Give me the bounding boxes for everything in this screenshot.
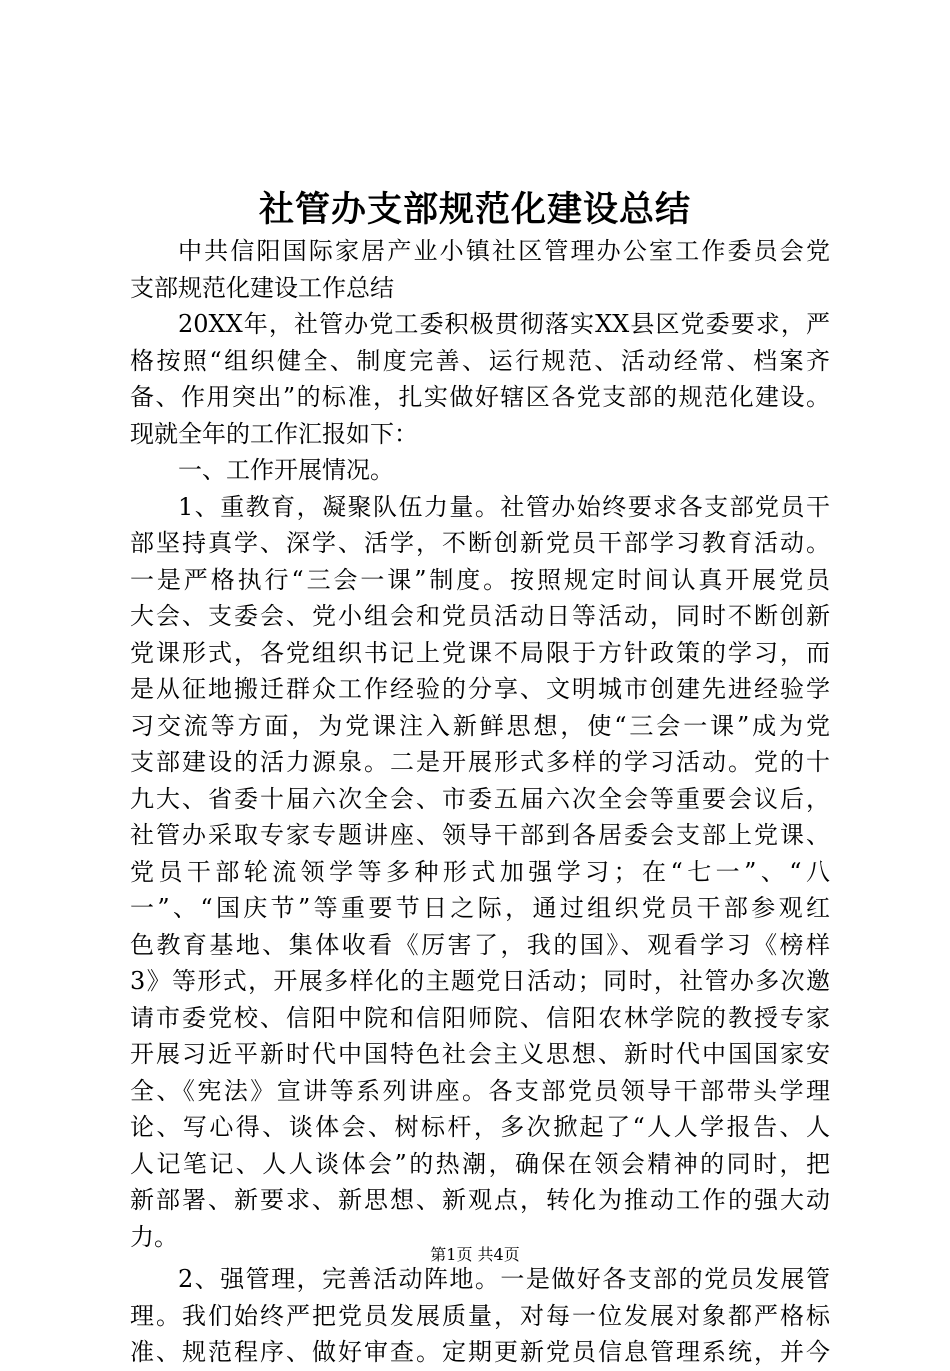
paragraph-line: 社管办采取专家专题讲座、领导干部到各居委会支部上党课、 bbox=[130, 821, 830, 849]
paragraph-line: 论、写心得、谈体会、树标杆，多次掀起了“人人学报告、人 bbox=[130, 1113, 830, 1141]
document-title: 社管办支部规范化建设总结 bbox=[258, 189, 691, 230]
paragraph-line: 人记笔记、人人谈体会”的热潮，确保在领会精神的同时，把 bbox=[130, 1149, 830, 1178]
paragraph-line: 全、《宪法》宣讲等系列讲座。各支部党员领导干部带头学理 bbox=[130, 1076, 830, 1105]
paragraph-line: 请市委党校、信阳中院和信阳师院、信阳农林学院的教授专家 bbox=[130, 1003, 830, 1032]
paragraph-line: 九大、省委十届六次全会、市委五届六次全会等重要会议后， bbox=[130, 784, 830, 813]
paragraph-line: 新部署、新要求、新思想、新观点，转化为推动工作的强大动 bbox=[130, 1186, 830, 1214]
paragraph-line: 理。我们始终严把党员发展质量，对每一位发展对象都严格标 bbox=[130, 1301, 830, 1330]
document-body bbox=[130, 233, 830, 1371]
paragraph-line: 备、作用突出”的标准，扎实做好辖区各党支部的规范化建设。 bbox=[130, 383, 830, 411]
paragraph-line: 开展习近平新时代中国特色社会主义思想、新时代中国国家安 bbox=[130, 1040, 830, 1068]
paragraph-line: 现就全年的工作汇报如下： bbox=[130, 419, 418, 448]
paragraph-line: 是从征地搬迁群众工作经验的分享、文明城市创建先进经验学 bbox=[130, 675, 830, 703]
paragraph-line: 20XX年，社管办党工委积极贯彻落实XX县区党委要求，严 bbox=[178, 310, 830, 338]
paragraph-line: 党课形式，各党组织书记上党课不局限于方针政策的学习，而 bbox=[130, 638, 830, 667]
paragraph-line: 准、规范程序、做好审查。定期更新党员信息管理系统，并今 bbox=[130, 1338, 830, 1366]
paragraph-line: 一”、“国庆节”等重要节日之际，通过组织党员干部参观红 bbox=[130, 894, 830, 922]
paragraph-line: 党员干部轮流领学等多种形式加强学习；在“七一”、“八 bbox=[130, 857, 830, 886]
paragraph-line: 格按照“组织健全、制度完善、运行规范、活动经常、档案齐 bbox=[130, 346, 830, 375]
paragraph-line: 3》等形式，开展多样化的主题党日活动；同时，社管办多次邀 bbox=[130, 967, 830, 995]
paragraph-line: 力。 bbox=[130, 1222, 178, 1251]
paragraph-line: 支部规范化建设工作总结 bbox=[130, 273, 394, 302]
page-footer: 第1页 共4页 bbox=[430, 1245, 520, 1264]
paragraph-line: 色教育基地、集体收看《厉害了，我的国》、观看学习《榜样 bbox=[130, 930, 830, 959]
paragraph-line: 1、重教育，凝聚队伍力量。社管办始终要求各支部党员干 bbox=[178, 492, 830, 521]
paragraph-line: 部坚持真学、深学、活学，不断创新党员干部学习教育活动。 bbox=[130, 529, 830, 557]
paragraph-line: 支部建设的活力源泉。二是开展形式多样的学习活动。党的十 bbox=[130, 748, 830, 776]
paragraph-line: 习交流等方面，为党课注入新鲜思想，使“三会一课”成为党 bbox=[130, 711, 830, 740]
paragraph-line: 一是严格执行“三会一课”制度。按照规定时间认真开展党员 bbox=[130, 565, 830, 594]
paragraph-line: 2、强管理，完善活动阵地。一是做好各支部的党员发展管 bbox=[178, 1265, 830, 1293]
paragraph-line: 大会、支委会、党小组会和党员活动日等活动，同时不断创新 bbox=[130, 602, 830, 630]
paragraph-line: 中共信阳国际家居产业小镇社区管理办公室工作委员会党 bbox=[178, 237, 830, 265]
section-heading: 一、工作开展情况。 bbox=[178, 456, 394, 484]
